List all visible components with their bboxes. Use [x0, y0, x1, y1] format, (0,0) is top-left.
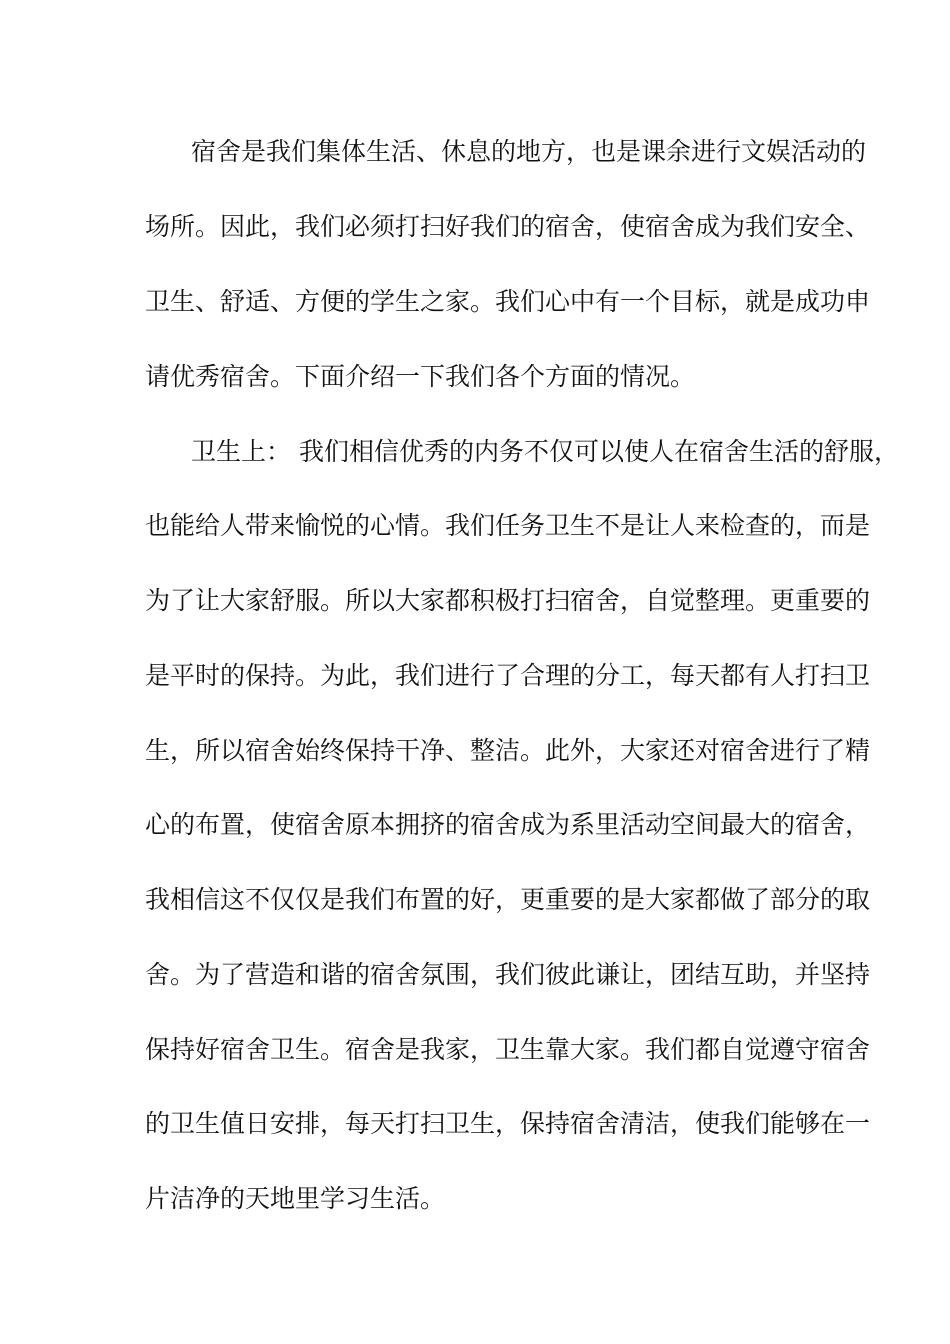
text-line: 是平时的保持。为此，我们进行了合理的分工，每天都有人打扫卫	[145, 661, 871, 690]
text-line: 为了让大家舒服。所以大家都积极打扫宿舍，自觉整理。更重要的	[145, 586, 871, 615]
text-line: 保持好宿舍卫生。宿舍是我家，卫生靠大家。我们都自觉遵守宿舍	[145, 1035, 871, 1064]
text-line: 也能给人带来愉悦的心情。我们任务卫生不是让人来检查的，而是	[145, 511, 871, 540]
text-line: 请优秀宿舍。下面介绍一下我们各个方面的情况。	[145, 362, 696, 391]
text-line: 卫生上： 我们相信优秀的内务不仅可以使人在宿舍生活的舒服，	[191, 437, 899, 466]
text-line: 舍。为了营造和谐的宿舍氛围，我们彼此谦让，团结互助，并坚持	[145, 960, 871, 989]
text-line: 片洁净的天地里学习生活。	[145, 1184, 446, 1213]
text-line: 我相信这不仅仅是我们布置的好，更重要的是大家都做了部分的取	[145, 885, 871, 914]
text-line: 的卫生值日安排，每天打扫卫生，保持宿舍清洁，使我们能够在一	[145, 1109, 871, 1138]
text-line: 心的布置，使宿舍原本拥挤的宿舍成为系里活动空间最大的宿舍，	[145, 810, 871, 839]
text-line: 生，所以宿舍始终保持干净、整洁。此外，大家还对宿舍进行了精	[145, 736, 871, 765]
text-line: 场所。因此，我们必须打扫好我们的宿舍，使宿舍成为我们安全、	[145, 212, 871, 241]
text-line: 宿舍是我们集体生活、休息的地方，也是课余进行文娱活动的	[191, 137, 867, 166]
text-line: 卫生、舒适、方便的学生之家。我们心中有一个目标，就是成功申	[145, 287, 871, 316]
